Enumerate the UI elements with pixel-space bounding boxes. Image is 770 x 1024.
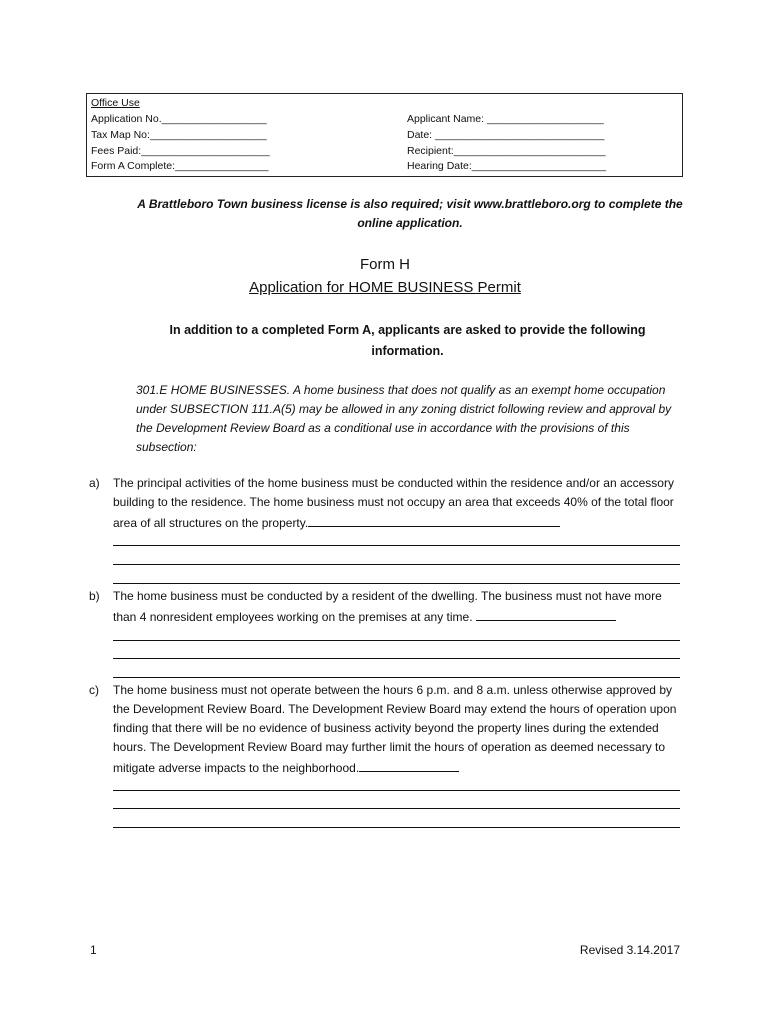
- item-letter: b): [89, 589, 100, 603]
- answer-line[interactable]: [113, 658, 680, 659]
- form-subtitle: Application for HOME BUSINESS Permit: [249, 279, 521, 296]
- form-a-complete-field: Form A Complete:________________: [91, 160, 269, 173]
- revision-date: Revised 3.14.2017: [579, 943, 680, 957]
- item-letter: c): [89, 683, 99, 697]
- ordinance-text: 301.E HOME BUSINESSES. A home business that does not qualify as an exempt home occupation under SUBSECTION 111.A(5) may be allowed in any zoning district following review and approval by the Development Review Board as a conditional use in accordance with the provisions of this subsection:: [136, 383, 672, 454]
- office-use-left-column: [91, 112, 270, 175]
- applicant-name-field: Applicant Name: ____________________: [407, 113, 604, 125]
- answer-line[interactable]: [476, 606, 616, 621]
- form-title: Form H: [360, 256, 410, 273]
- item-text: The home business must be conducted by a resident of the dwelling. The business must not have more than 4 nonresident employees working on the premises at any time.: [113, 589, 662, 624]
- answer-line[interactable]: [113, 677, 680, 678]
- answer-line[interactable]: [113, 583, 680, 584]
- office-use-title: Office Use: [91, 97, 140, 109]
- application-no-field: Application No.__________________: [91, 113, 267, 125]
- office-use-right-column: [407, 112, 606, 175]
- office-use-box: [86, 93, 683, 177]
- answer-line[interactable]: [113, 545, 680, 546]
- answer-line[interactable]: [359, 757, 459, 772]
- answer-line[interactable]: [308, 512, 560, 527]
- item-text: The principal activities of the home business must be conducted within the residence and/or an accessory building to the residence. The home business must not occupy an area that exceeds 40% of the total floor area of all structures on the property.: [113, 476, 674, 530]
- tax-map-no-field: Tax Map No:____________________: [91, 128, 267, 141]
- item-letter: a): [89, 476, 100, 490]
- business-license-notice: A Brattleboro Town business license is also required; visit www.brattleboro.org to complete the online application.: [137, 197, 683, 230]
- answer-line[interactable]: [113, 808, 680, 809]
- page-number: 1: [90, 943, 97, 957]
- answer-line[interactable]: [113, 790, 680, 791]
- date-field: Date: _____________________________: [407, 128, 605, 141]
- fees-paid-field: Fees Paid:______________________: [91, 144, 270, 157]
- item-text: The home business must not operate between the hours 6 p.m. and 8 a.m. unless otherwise approved by the Development Review Board. The Development Review Board may extend the hours of operation upon finding that there will be no evidence of business activity beyond the property lines during the extended hours. The Development Review Board may further limit the hours of operation as deemed necessary to mitigate adverse impacts to the neighborhood.: [113, 683, 677, 775]
- answer-line[interactable]: [113, 827, 680, 828]
- recipient-field: Recipient:__________________________: [407, 144, 606, 157]
- answer-line[interactable]: [113, 640, 680, 641]
- answer-line[interactable]: [113, 564, 680, 565]
- intro-instructions: In addition to a completed Form A, applicants are asked to provide the following information.: [169, 323, 646, 358]
- hearing-date-field: Hearing Date:_______________________: [407, 160, 607, 173]
